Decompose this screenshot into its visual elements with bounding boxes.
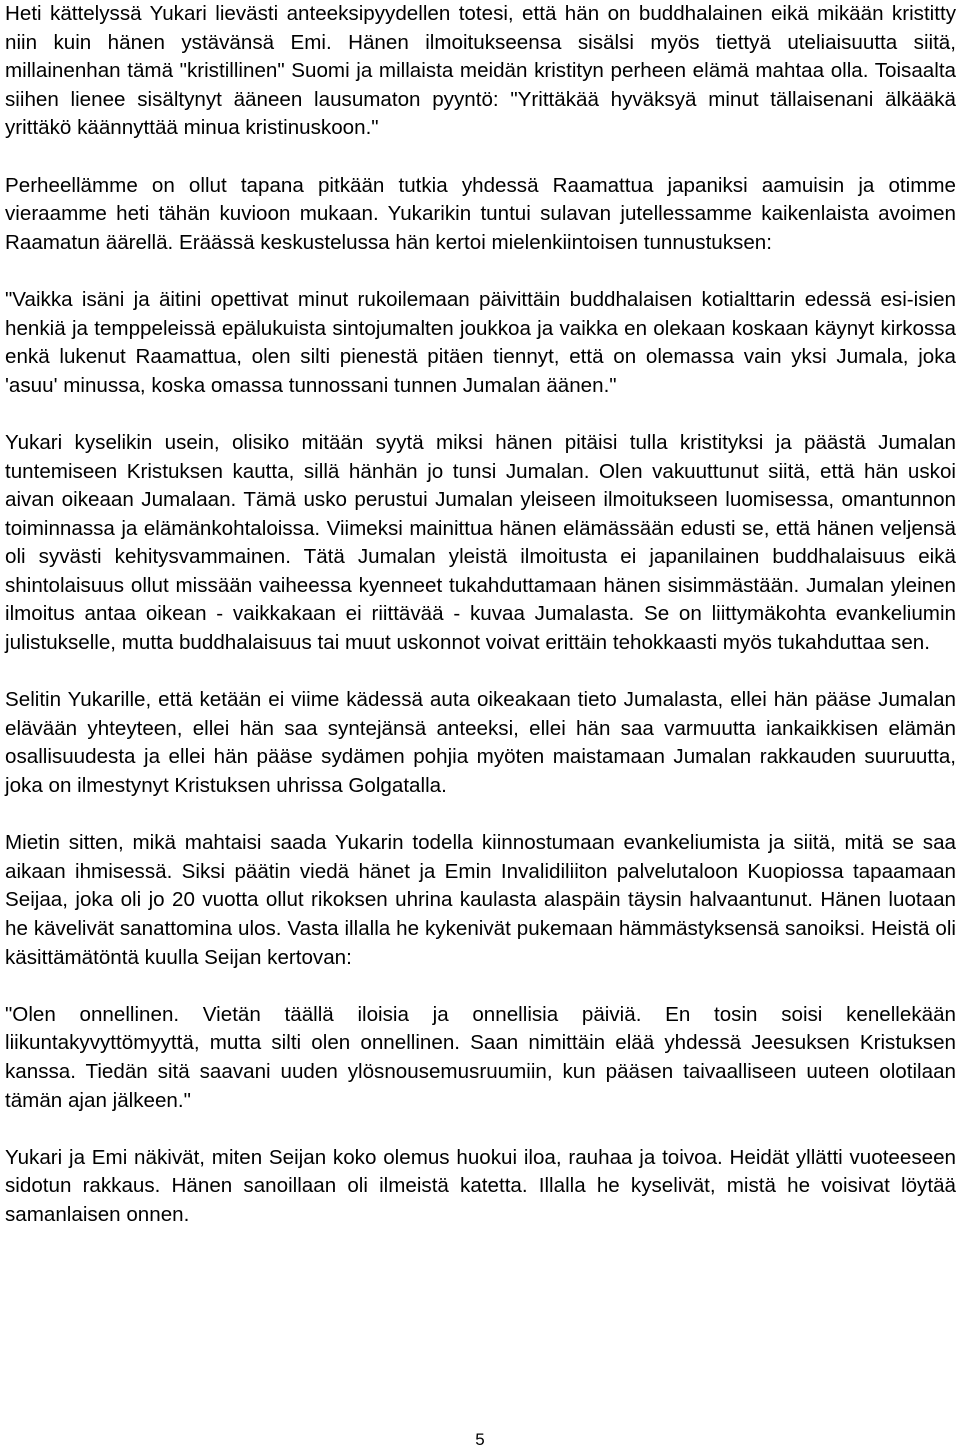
paragraph-4: Yukari kyselikin usein, olisiko mitään syytä miksi hänen pitäisi tulla kristityksi ja päästä Jumalan tuntemiseen Kristuksen kautta, sillä hänhän jo tunsi Jumalan. Olen vakuuttunut siitä, että hän uskoi aivan oikeaan Jumalaan. Tämä usko perustui Jumalan yleiseen ilmoitukseen luomisessa, omantunnon toiminnassa ja elämänkohtaloissa. Viimeksi mainittua hänen elämässään edusti se, että hänen veljensä oli syvästi kehitysvammainen. Tätä Jumalan yleistä ilmoitusta ei japanilainen buddhalaisuus eikä shintolaisuus ollut missään vaiheessa kyenneet tukahduttamaan hänen sisimmästään. Jumalan yleinen ilmoitus antaa oikean - vaikkakaan ei riittävää - kuvaa Jumalasta. Se on liittymäkohta evankeliumin julistukselle, mutta buddhalaisuus tai muut uskonnot voivat erittäin tehokkaasti myös tukahduttaa sen. [5,430,956,655]
paragraph-3: "Vaikka isäni ja äitini opettivat minut rukoilemaan päivittäin buddhalaisen kotialttarin edessä esi-isien henkiä ja temppeleissä epälukuista sintojumalten joukkoa ja vaikka en olekaan koskaan käynyt kirkossa enkä lukenut Raamattua, olen silti pienestä pitäen tiennyt, että on olemassa vain yksi Jumala, joka 'asuu' minussa, koska omassa tunnossani tunnen Jumalan äänen." [5,287,956,397]
paragraph-5: Selitin Yukarille, että ketään ei viime kädessä auta oikeakaan tieto Jumalasta, ellei hän pääse Jumalan elävään yhteyteen, ellei hän saa syntejänsä anteeksi, ellei hän saa varmuutta iankaikkisen elämän osallisuudesta ja ellei hän pääse sydämen pohjia myöten maistamaan Jumalan rakkauden suuruutta, joka on ilmestynyt Kristuksen uhrissa Golgatalla. [5,688,956,798]
paragraph-8: Yukari ja Emi näkivät, miten Seijan koko olemus huokui iloa, rauhaa ja toivoa. Heidät yllätti vuoteeseen sidotun rakkaus. Hänen sanoillaan oli ilmeistä katetta. Illalla he kyselivät, mistä he voisivat löytää samanlaisen onnen. [5,1145,956,1226]
page-number: 5 [475,1430,485,1449]
paragraph-6: Mietin sitten, mikä mahtaisi saada Yukarin todella kiinnostumaan evankeliumista ja siitä, mitä se saa aikaan ihmisessä. Siksi päätin viedä hänet ja Emin Invalidiliiton palvelutaloon Kuopiossa tapaamaan Seijaa, joka oli jo 20 vuotta ollut rikoksen uhrina kaulasta alaspäin täysin halvaantunut. Hänen luotaan he kävelivät sanattomina ulos. Vasta illalla he kykenivät pukemaan hämmästyksensä sanoiksi. Heistä oli käsittämätöntä kuulla Seijan kertovan: [5,831,956,969]
paragraph-7: "Olen onnellinen. Vietän täällä iloisia ja onnellisia päiviä. En tosin soisi kenellekään liikuntakyvyttömyyttä, mutta silti olen onnellinen. Saan nimittäin elää yhdessä Jeesuksen Kristuksen kanssa. Tiedän sitä saavani uuden ylösnousemusruumiin, kun pääsen taivaalliseen uuteen olotilaan tämän ajan jälkeen." [5,1002,956,1112]
document-body [5,0,956,1258]
paragraph-1: Heti kättelyssä Yukari lievästi anteeksipyydellen totesi, että hän on buddhalainen eikä mikään kristitty niin kuin hänen ystävänsä Emi. Hänen ilmoitukseensa sisälsi myös tiettyä uteliaisuutta siitä, millainenhan tämä "kristillinen" Suomi ja millaista meidän kristityn perheen elämä mahtaa olla. Toisaalta siihen lienee sisältynyt ääneen lausumaton pyyntö: "Yrittäkää hyväksyä minut tällaisenani älkääkä yrittäkö käännyttää minua kristinuskoon." [5,2,956,140]
paragraph-2: Perheellämme on ollut tapana pitkään tutkia yhdessä Raamattua japaniksi aamuisin ja otimme vieraamme heti tähän kuvioon mukaan. Yukarikin tuntui sulavan jutellessamme kaikenlaista avoimen Raamatun äärellä. Eräässä keskustelussa hän kertoi mielenkiintoisen tunnustuksen: [5,173,956,254]
